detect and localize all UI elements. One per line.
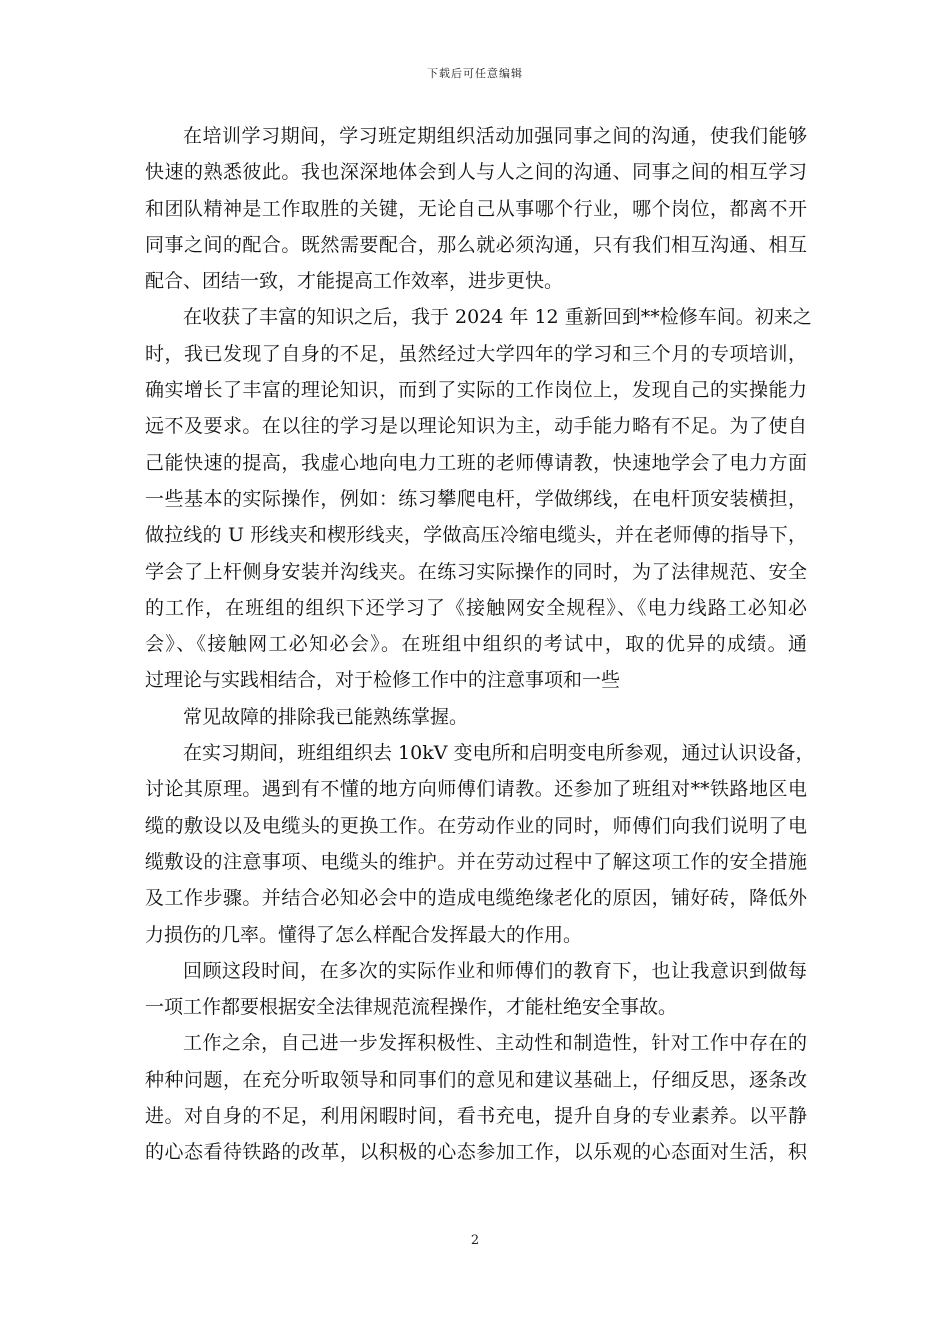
- text-line: 学会了上杆侧身安装并沟线夹。在练习实际操作的同时，为了法律规范、安全: [145, 560, 807, 583]
- text-line: 在收获了丰富的知识之后，我于 2024 年 12 重新回到**检修车间。初来之: [183, 306, 812, 329]
- text-line: 确实增长了丰富的理论知识，而到了实际的工作岗位上，发现自己的实操能力: [145, 379, 807, 402]
- text-line: 时，我已发现了自身的不足，虽然经过大学四年的学习和三个月的专项培训，: [145, 342, 807, 365]
- text-line: 种种问题，在充分听取领导和同事们的意见和建议基础上，仔细反思，逐条改: [145, 1068, 807, 1091]
- text-line: 配合、团结一致，才能提高工作效率，进步更快。: [145, 270, 564, 293]
- text-line: 讨论其原理。遇到有不懂的地方向师傅们请教。还参加了班组对**铁路地区电: [145, 778, 807, 801]
- text-line: 做拉线的 U 形线夹和楔形线夹，学做高压冷缩电缆头，并在老师傅的指导下，: [145, 524, 807, 547]
- text-line: 在培训学习期间，学习班定期组织活动加强同事之间的沟通，使我们能够: [183, 125, 807, 147]
- text-line: 过理论与实践相结合，对于检修工作中的注意事项和一些: [145, 669, 621, 692]
- text-line: 常见故障的排除我已能熟练掌握。: [183, 705, 469, 728]
- text-line: 力损伤的几率。懂得了怎么样配合发挥最大的作用。: [145, 923, 583, 946]
- text-line: 一些基本的实际操作，例如：练习攀爬电杆，学做绑线，在电杆顶安装横担，: [145, 487, 807, 510]
- text-line: 进。对自身的不足，利用闲暇时间，看书充电，提升自身的专业素养。以平静: [145, 1105, 807, 1128]
- text-line: 同事之间的配合。既然需要配合，那么就必须沟通，只有我们相互沟通、相互: [145, 233, 807, 256]
- text-line: 己能快速的提高，我虚心地向电力工班的老师傅请教，快速地学会了电力方面: [145, 451, 807, 474]
- text-line: 一项工作都要根据安全法律规范流程操作，才能杜绝安全事故。: [145, 996, 678, 1019]
- text-line: 的心态看待铁路的改革，以积极的心态参加工作，以乐观的心态面对生活，积: [145, 1141, 807, 1164]
- text-line: 及工作步骤。并结合必知必会中的造成电缆绝缘老化的原因，铺好砖，降低外: [145, 887, 807, 910]
- document-body: [145, 118, 815, 1171]
- page-header: 下载后可任意编辑: [427, 67, 523, 80]
- text-line: 在实习期间，班组组织去 10kV 变电所和启明变电所参观，通过认识设备，: [183, 742, 815, 765]
- text-line: 和团队精神是工作取胜的关键，无论自己从事哪个行业，哪个岗位，都离不开: [145, 197, 807, 220]
- text-line: 快速的熟悉彼此。我也深深地体会到人与人之间的沟通、同事之间的相互学习: [145, 161, 807, 184]
- text-line: 的工作，在班组的组织下还学习了《接触网安全规程》、《电力线路工必知必: [145, 596, 807, 619]
- text-line: 会》、《接触网工必知必会》。在班组中组织的考试中，取的优异的成绩。通: [145, 633, 807, 656]
- text-line: 远不及要求。在以往的学习是以理论知识为主，动手能力略有不足。为了使自: [145, 415, 807, 438]
- text-line: 缆的敷设以及电缆头的更换工作。在劳动作业的同时，师傅们向我们说明了电: [145, 814, 807, 837]
- page-number: 2: [470, 1233, 480, 1248]
- text-line: 缆敷设的注意事项、电缆头的维护。并在劳动过程中了解这项工作的安全措施: [145, 850, 807, 873]
- text-line: 回顾这段时间，在多次的实际作业和师傅们的教育下，也让我意识到做每: [183, 959, 807, 982]
- text-line: 工作之余，自己进一步发挥积极性、主动性和制造性，针对工作中存在的: [183, 1032, 807, 1055]
